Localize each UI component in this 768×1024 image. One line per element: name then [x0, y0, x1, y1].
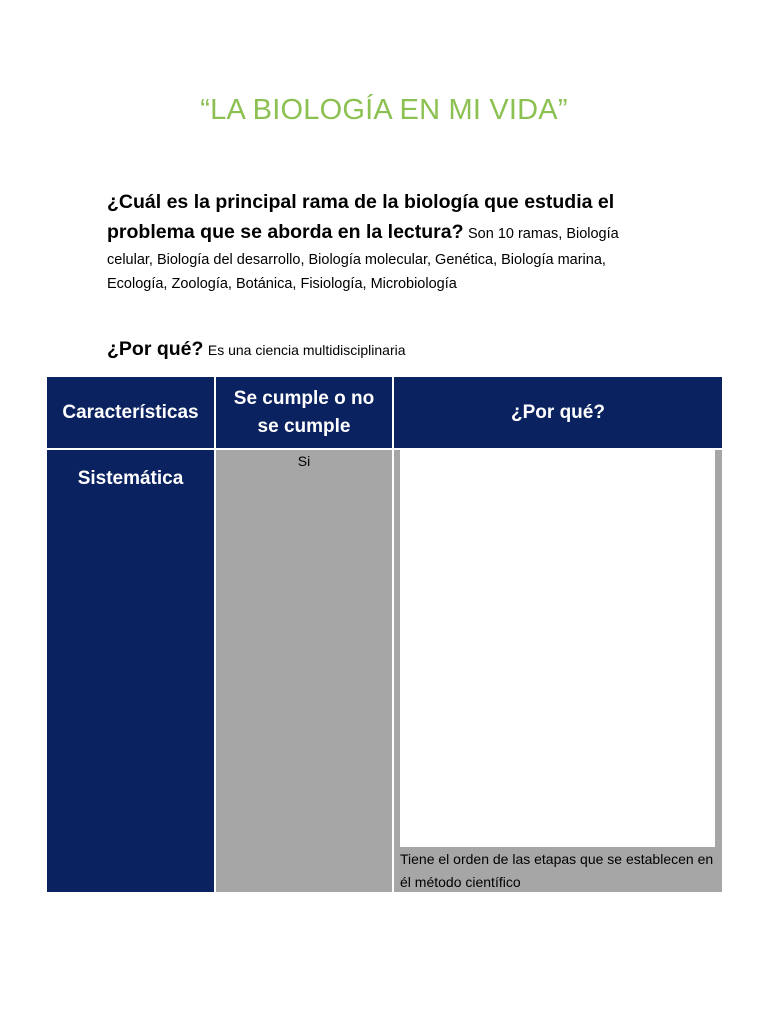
answer-1-line-3: Ecología, Zoología, Botánica, Fisiología, Microbiología — [107, 276, 457, 292]
answer-1-start: Son 10 ramas, Biología — [467, 226, 619, 242]
answer-text-box[interactable] — [400, 450, 715, 847]
header-caracteristicas: Características — [47, 377, 214, 448]
cell-por-que[interactable] — [394, 450, 722, 892]
question-2-block — [107, 338, 667, 363]
question-1-block — [107, 188, 667, 296]
cell-caracteristica-label: Sistemática — [77, 468, 184, 489]
answer-1-line-2: celular, Biología del desarrollo, Biología molecular, Genética, Biología marina, — [107, 252, 606, 268]
question-1-line-2: problema que se aborda en la lectura? — [107, 221, 464, 243]
answer-2: Es una ciencia multidisciplinaria — [207, 342, 406, 358]
cell-se-cumple-value: Si — [297, 453, 311, 469]
characteristics-table — [47, 377, 722, 892]
question-1-line-1: ¿Cuál es la principal rama de la biología que estudia el — [107, 191, 615, 213]
header-se-cumple: Se cumple o no se cumple — [216, 377, 392, 448]
header-por-que: ¿Por qué? — [394, 377, 722, 448]
cell-por-que-text: Tiene el orden de las etapas que se establecen en él método científico — [400, 851, 714, 890]
page-title: “LA BIOLOGÍA EN MI VIDA” — [200, 94, 568, 126]
cell-se-cumple[interactable] — [216, 450, 392, 892]
cell-caracteristica — [47, 450, 214, 892]
question-2: ¿Por qué? — [107, 338, 204, 360]
